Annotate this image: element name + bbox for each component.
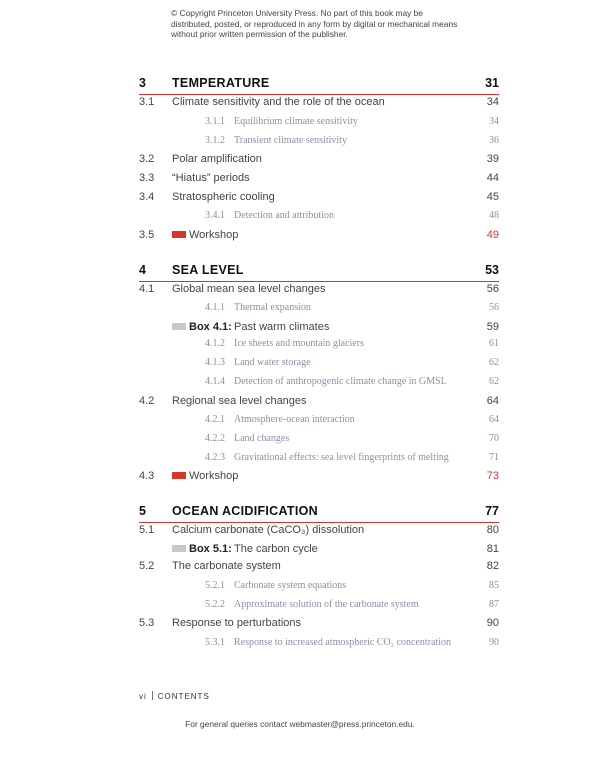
footer-section-label: CONTENTS [157, 692, 210, 701]
section-page: 80 [486, 524, 499, 536]
subsection-number: 4.2.3 [205, 452, 225, 463]
toc-subsection-entry[interactable] [139, 580, 499, 596]
box-label: Box 5.1: [189, 543, 232, 555]
section-title: Calcium carbonate (CaCO₃) dissolution [172, 524, 365, 536]
contact-note: For general queries contact webmaster@press.princeton.edu. [185, 719, 415, 729]
subsection-title: Equilibrium climate sensitivity [234, 116, 358, 127]
subsection-number: 4.1.3 [205, 357, 225, 368]
folio-page-number: vi [139, 692, 147, 701]
section-title: The carbonate system [172, 560, 281, 572]
subsection-number: 3.4.1 [205, 210, 225, 221]
toc-section-entry[interactable] [139, 172, 499, 188]
subsection-page: 34 [489, 116, 499, 127]
chapter-title: OCEAN ACIDIFICATION [172, 504, 318, 518]
section-title: Polar amplification [172, 153, 262, 165]
section-title: “Hiatus” periods [172, 172, 250, 184]
chapter-title: SEA LEVEL [172, 263, 244, 277]
toc-subsection-entry[interactable] [139, 376, 499, 392]
subsection-page: 36 [489, 135, 499, 146]
subsection-page: 62 [489, 376, 499, 387]
subsection-number: 5.2.1 [205, 580, 225, 591]
subsection-title: Atmosphere-ocean interaction [234, 414, 355, 425]
subsection-number: 4.1.2 [205, 338, 225, 349]
subsection-number: 3.1.1 [205, 116, 225, 127]
toc-subsection-entry[interactable] [139, 414, 499, 430]
box-page: 81 [486, 543, 499, 555]
toc-section-entry[interactable] [139, 524, 499, 540]
toc-subsection-entry[interactable] [139, 210, 499, 226]
toc-subsection-entry[interactable] [139, 599, 499, 615]
section-title: Global mean sea level changes [172, 283, 326, 295]
section-page: 44 [486, 172, 499, 184]
chapter-page: 31 [485, 76, 499, 90]
subsection-page: 61 [489, 338, 499, 349]
toc-section-entry[interactable] [139, 617, 499, 633]
workshop-page: 49 [486, 229, 499, 241]
section-number: 5.1 [139, 524, 155, 536]
chapter-page: 77 [485, 504, 499, 518]
chapter-page: 53 [485, 263, 499, 277]
toc-section-entry[interactable] [139, 560, 499, 576]
subsection-title: Detection and attribution [234, 210, 334, 221]
section-number: 3.4 [139, 191, 155, 203]
subsection-number: 4.1.1 [205, 302, 225, 313]
subsection-number: 5.2.2 [205, 599, 225, 610]
section-number: 3.2 [139, 153, 155, 165]
chapter-heading[interactable] [139, 504, 499, 523]
section-number: 5.2 [139, 560, 155, 572]
section-title: Response to perturbations [172, 617, 302, 629]
toc-subsection-entry[interactable] [139, 357, 499, 373]
section-page: 82 [486, 560, 499, 572]
subsection-title: Thermal expansion [234, 302, 311, 313]
chapter-number: 5 [139, 504, 146, 518]
subsection-page: 71 [489, 452, 499, 463]
toc-subsection-entry[interactable] [139, 116, 499, 132]
subsection-page: 90 [489, 637, 499, 648]
subsection-title: Response to increased atmospheric CO₂ concentration [234, 637, 452, 648]
toc-workshop-entry[interactable] [139, 470, 499, 486]
workshop-marker-icon [172, 472, 186, 479]
subsection-title: Detection of anthropogenic climate change in GMSL [234, 376, 447, 387]
box-title: Past warm climates [234, 321, 330, 333]
subsection-title: Land changes [234, 433, 290, 444]
subsection-number: 5.3.1 [205, 637, 225, 648]
box-title: The carbon cycle [234, 543, 318, 555]
workshop-title: Workshop [189, 229, 239, 241]
section-page: 90 [486, 617, 499, 629]
footer-divider [152, 691, 153, 700]
section-number: 4.1 [139, 283, 155, 295]
chapter-number: 4 [139, 263, 146, 277]
copyright-notice: © Copyright Princeton University Press. No part of this book may be distributed, posted, or reproduced in any form by digital or mechanical means without prior written permission of the publisher. [171, 8, 458, 39]
toc-subsection-entry[interactable] [139, 637, 499, 653]
section-number: 3.3 [139, 172, 155, 184]
toc-section-entry[interactable] [139, 153, 499, 169]
subsection-page: 48 [489, 210, 499, 221]
subsection-page: 56 [489, 302, 499, 313]
toc-section-entry[interactable] [139, 395, 499, 411]
subsection-number: 4.2.2 [205, 433, 225, 444]
toc-subsection-entry[interactable] [139, 452, 499, 468]
subsection-page: 62 [489, 357, 499, 368]
section-title: Regional sea level changes [172, 395, 307, 407]
section-page: 39 [486, 153, 499, 165]
subsection-page: 70 [489, 433, 499, 444]
section-number: 4.2 [139, 395, 155, 407]
toc-box-entry[interactable] [139, 321, 499, 337]
section-number: 3.5 [139, 229, 155, 241]
section-page: 45 [486, 191, 499, 203]
toc-box-entry[interactable] [139, 543, 499, 559]
section-page: 64 [486, 395, 499, 407]
box-label: Box 4.1: [189, 321, 232, 333]
workshop-marker-icon [172, 231, 186, 238]
workshop-title: Workshop [189, 470, 239, 482]
workshop-page: 73 [486, 470, 499, 482]
section-page: 56 [486, 283, 499, 295]
box-page: 59 [486, 321, 499, 333]
toc-section-entry[interactable] [139, 191, 499, 207]
section-page: 34 [486, 96, 499, 108]
subsection-page: 87 [489, 599, 499, 610]
toc-workshop-entry[interactable] [139, 229, 499, 245]
subsection-title: Gravitational effects: sea level fingerprints of melting [234, 452, 449, 463]
running-footer [139, 691, 210, 701]
subsection-number: 4.1.4 [205, 376, 225, 387]
toc-section-entry[interactable] [139, 96, 499, 112]
toc-subsection-entry[interactable] [139, 135, 499, 151]
toc-subsection-entry[interactable] [139, 302, 499, 318]
subsection-title: Ice sheets and mountain glaciers [234, 338, 364, 349]
toc-subsection-entry[interactable] [139, 338, 499, 354]
subsection-title: Approximate solution of the carbonate system [234, 599, 419, 610]
subsection-number: 3.1.2 [205, 135, 225, 146]
section-number: 4.3 [139, 470, 155, 482]
chapter-number: 3 [139, 76, 146, 90]
section-title: Climate sensitivity and the role of the ocean [172, 96, 385, 108]
box-marker-icon [172, 323, 186, 330]
subsection-page: 85 [489, 580, 499, 591]
chapter-title: TEMPERATURE [172, 76, 270, 90]
chapter-heading[interactable] [139, 76, 499, 95]
section-number: 5.3 [139, 617, 155, 629]
subsection-title: Carbonate system equations [234, 580, 347, 591]
toc-subsection-entry[interactable] [139, 433, 499, 449]
chapter-heading[interactable] [139, 263, 499, 282]
subsection-number: 4.2.1 [205, 414, 225, 425]
subsection-title: Transient climate sensitivity [234, 135, 347, 146]
section-title: Stratospheric cooling [172, 191, 275, 203]
subsection-page: 64 [489, 414, 499, 425]
toc-section-entry[interactable] [139, 283, 499, 299]
section-number: 3.1 [139, 96, 155, 108]
subsection-title: Land water storage [234, 357, 311, 368]
box-marker-icon [172, 545, 186, 552]
